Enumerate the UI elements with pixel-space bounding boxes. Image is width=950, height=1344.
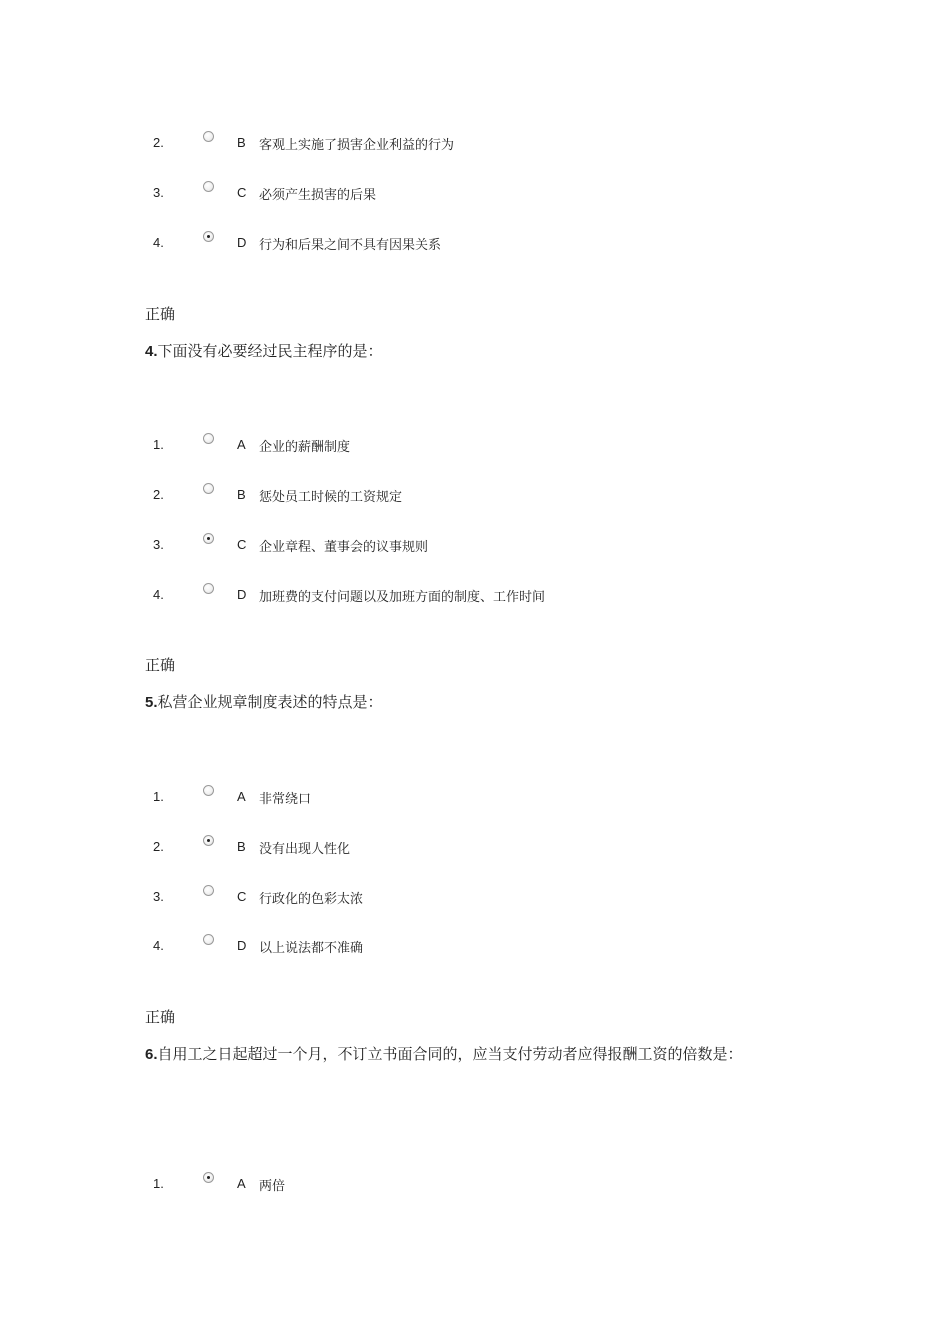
option-row[interactable] bbox=[0, 1172, 950, 1196]
option-row[interactable] bbox=[0, 231, 950, 255]
option-text: 加班费的支付问题以及加班方面的制度、工作时间 bbox=[259, 590, 546, 605]
option-text: 非常绕口 bbox=[259, 792, 312, 807]
option-letter: D bbox=[237, 235, 247, 250]
option-number: 4. bbox=[153, 938, 164, 953]
option-text: 惩处员工时候的工资规定 bbox=[259, 490, 403, 505]
option-letter: A bbox=[237, 789, 246, 804]
option-letter: B bbox=[237, 839, 246, 854]
option-row[interactable] bbox=[0, 433, 950, 457]
option-text: 客观上实施了损害企业利益的行为 bbox=[259, 138, 455, 153]
radio-button-selected[interactable] bbox=[203, 533, 214, 544]
radio-button[interactable] bbox=[203, 934, 214, 945]
option-text: 必须产生损害的后果 bbox=[259, 188, 377, 203]
option-number: 3. bbox=[153, 185, 164, 200]
option-number: 2. bbox=[153, 135, 164, 150]
option-number: 2. bbox=[153, 487, 164, 502]
option-letter: A bbox=[237, 437, 246, 452]
option-row[interactable] bbox=[0, 181, 950, 205]
option-letter: D bbox=[237, 587, 247, 602]
option-row[interactable] bbox=[0, 583, 950, 607]
option-row[interactable] bbox=[0, 131, 950, 155]
radio-button[interactable] bbox=[203, 583, 214, 594]
option-letter: B bbox=[237, 487, 246, 502]
radio-button-selected[interactable] bbox=[203, 835, 214, 846]
option-text: 企业章程、董事会的议事规则 bbox=[259, 540, 429, 555]
answer-status: 正确 bbox=[145, 305, 176, 323]
option-number: 4. bbox=[153, 235, 164, 250]
option-number: 1. bbox=[153, 437, 164, 452]
option-letter: D bbox=[237, 938, 247, 953]
option-row[interactable] bbox=[0, 533, 950, 557]
option-text: 企业的薪酬制度 bbox=[259, 440, 351, 455]
radio-button[interactable] bbox=[203, 483, 214, 494]
option-text: 行为和后果之间不具有因果关系 bbox=[259, 238, 442, 253]
option-row[interactable] bbox=[0, 934, 950, 958]
option-letter: A bbox=[237, 1176, 246, 1191]
question-text: 私营企业规章制度表述的特点是： bbox=[157, 693, 383, 711]
option-number: 1. bbox=[153, 789, 164, 804]
option-number: 3. bbox=[153, 537, 164, 552]
option-letter: C bbox=[237, 185, 247, 200]
option-row[interactable] bbox=[0, 835, 950, 859]
option-letter: B bbox=[237, 135, 246, 150]
question-title bbox=[145, 691, 383, 712]
radio-button[interactable] bbox=[203, 181, 214, 192]
radio-button[interactable] bbox=[203, 433, 214, 444]
radio-button[interactable] bbox=[203, 131, 214, 142]
question-text: 自用工之日起超过一个月，不订立书面合同的，应当支付劳动者应得报酬工资的倍数是： bbox=[157, 1045, 743, 1063]
question-text: 下面没有必要经过民主程序的是： bbox=[157, 342, 383, 360]
option-number: 2. bbox=[153, 839, 164, 854]
option-text: 两倍 bbox=[259, 1179, 286, 1194]
question-number: 6. bbox=[145, 1046, 158, 1063]
option-row[interactable] bbox=[0, 885, 950, 909]
option-letter: C bbox=[237, 889, 247, 904]
option-row[interactable] bbox=[0, 483, 950, 507]
question-title bbox=[145, 1043, 743, 1064]
option-text: 以上说法都不准确 bbox=[259, 941, 364, 956]
option-letter: C bbox=[237, 537, 247, 552]
option-number: 4. bbox=[153, 587, 164, 602]
radio-button-selected[interactable] bbox=[203, 231, 214, 242]
radio-button[interactable] bbox=[203, 785, 214, 796]
option-text: 没有出现人性化 bbox=[259, 842, 351, 857]
answer-status: 正确 bbox=[145, 1008, 176, 1026]
option-number: 3. bbox=[153, 889, 164, 904]
question-title bbox=[145, 340, 383, 361]
option-row[interactable] bbox=[0, 785, 950, 809]
answer-status: 正确 bbox=[145, 656, 176, 674]
question-number: 5. bbox=[145, 694, 158, 711]
radio-button-selected[interactable] bbox=[203, 1172, 214, 1183]
option-number: 1. bbox=[153, 1176, 164, 1191]
radio-button[interactable] bbox=[203, 885, 214, 896]
question-number: 4. bbox=[145, 343, 158, 360]
option-text: 行政化的色彩太浓 bbox=[259, 892, 364, 907]
